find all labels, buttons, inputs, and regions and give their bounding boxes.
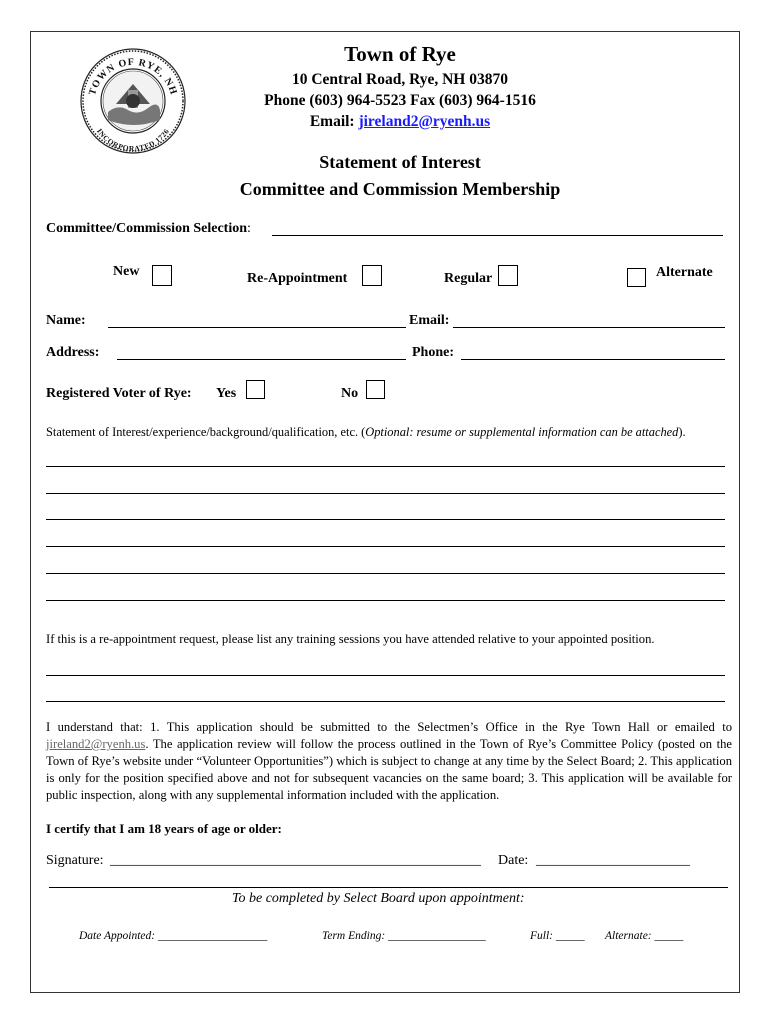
committee-selection-label: Committee/Commission Selection: (46, 221, 251, 236)
training-line-2[interactable] (46, 701, 725, 702)
name-label: Name: (46, 313, 86, 328)
signature-label: Signature: (46, 853, 104, 868)
email-label: Email: (309, 113, 355, 130)
alternate-field[interactable]: Alternate: _____ (605, 930, 684, 942)
voter-yes-checkbox[interactable] (246, 380, 265, 399)
phone-label: Phone: (412, 345, 454, 360)
form-border (30, 31, 740, 993)
name-field[interactable] (108, 327, 406, 328)
alternate-checkbox[interactable] (627, 268, 646, 287)
option-alternate-label: Alternate (656, 265, 713, 280)
org-email-line (200, 113, 600, 131)
regular-checkbox[interactable] (498, 265, 518, 286)
age-certification: I certify that I am 18 years of age or older: (46, 821, 282, 836)
training-instructions: If this is a re-appointment request, please list any training sessions you have attended relative to your appointed position. (46, 632, 655, 646)
statement-line-2[interactable] (46, 493, 725, 494)
town-seal-logo (78, 46, 188, 156)
statement-line-5[interactable] (46, 573, 725, 574)
signature-field[interactable]: _____________________________________________________ (110, 853, 481, 868)
voter-yes-label: Yes (216, 386, 237, 401)
term-ending-field[interactable]: Term Ending: _________________ (322, 930, 486, 942)
org-email-link[interactable]: jireland2@ryenh.us (358, 113, 491, 130)
svg-text:TOWN OF RYE, NH: TOWN OF RYE, NH (87, 56, 179, 97)
address-field[interactable] (117, 359, 406, 360)
org-name: Town of Rye (344, 42, 456, 66)
committee-selection-field[interactable] (272, 235, 723, 236)
voter-no-label: No (341, 386, 359, 401)
email-field-label: Email: (409, 313, 450, 328)
statement-line-3[interactable] (46, 519, 725, 520)
org-phone-fax: Phone (603) 964-5523 Fax (603) 964-1516 (264, 92, 536, 109)
board-section-divider (49, 887, 728, 888)
voter-no-checkbox[interactable] (366, 380, 385, 399)
board-section-heading: To be completed by Select Board upon appointment: (232, 891, 525, 906)
date-appointed-field[interactable]: Date Appointed: ___________________ (79, 930, 268, 942)
training-line-1[interactable] (46, 675, 725, 676)
svg-text:INCORPORATED 1726: INCORPORATED 1726 (94, 126, 172, 154)
date-field[interactable]: ______________________ (536, 853, 690, 868)
option-reappointment-label: Re-Appointment (247, 271, 348, 286)
full-field[interactable]: Full: _____ (530, 930, 585, 942)
form-title: Statement of Interest (319, 152, 481, 172)
option-regular-label: Regular (444, 271, 493, 286)
org-address: 10 Central Road, Rye, NH 03870 (291, 71, 508, 88)
address-label: Address: (46, 345, 100, 360)
statement-line-1[interactable] (46, 466, 725, 467)
statement-line-4[interactable] (46, 546, 725, 547)
option-new-label: New (113, 264, 140, 279)
email-field[interactable] (453, 327, 725, 328)
statement-instructions: Statement of Interest/experience/background/qualification, etc. (Optional: resume or supplemental information can be attached). (46, 425, 686, 439)
new-checkbox[interactable] (152, 265, 172, 286)
statement-line-6[interactable] (46, 600, 725, 601)
phone-field[interactable] (461, 359, 725, 360)
date-label: Date: (498, 853, 529, 868)
understanding-email-link[interactable]: jireland2@ryenh.us (46, 737, 146, 751)
reappointment-checkbox[interactable] (362, 265, 382, 286)
registered-voter-label: Registered Voter of Rye: (46, 386, 192, 401)
understanding-paragraph: I understand that: 1. This application should be submitted to the Selectmen’s Office in the Rye Town Hall or emailed to jireland2@ryenh.us. The application review will follow the process outlined in the Town of Rye’s Committee Policy (posted on the Town of Rye’s website under “Volunteer Opportunities”) which is subject to change at any time by the Select Board; 2. This application is only for the position specified above and not for subsequent vacancies on the same board; 3. This application will be available for public inspection, along with any supplemental information included with the application. (46, 720, 732, 802)
form-subtitle: Committee and Commission Membership (239, 179, 561, 199)
